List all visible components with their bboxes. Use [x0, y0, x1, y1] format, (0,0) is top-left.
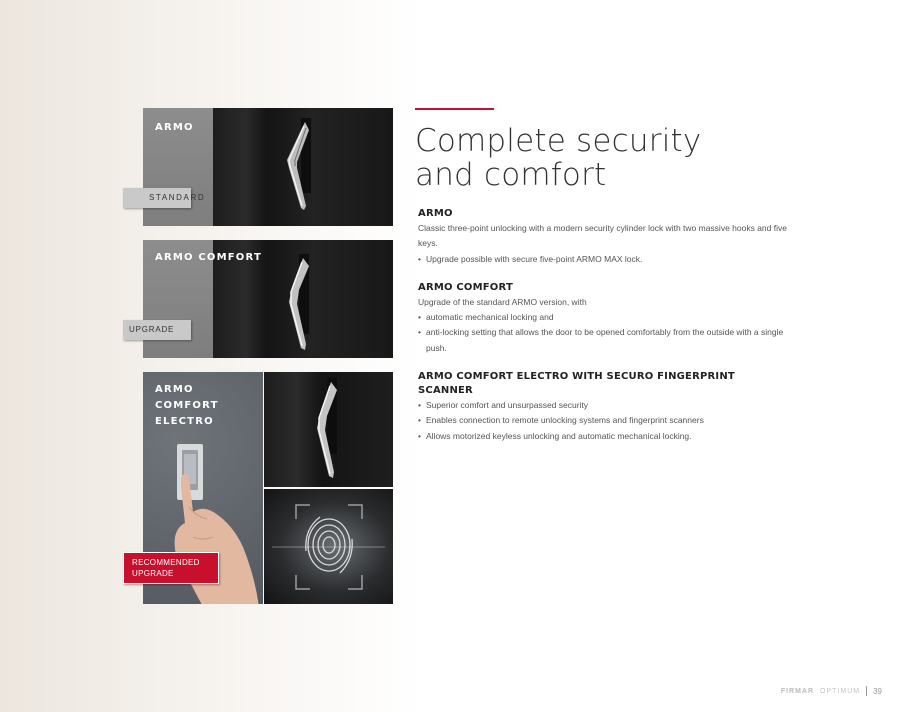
- page-title-line: and comfort: [415, 157, 607, 193]
- page-title: [415, 124, 795, 192]
- page-footer: [781, 686, 882, 696]
- bullet-item: • Upgrade possible with secure five-point ARMO MAX lock.: [418, 252, 788, 267]
- electro-label-line: ARMO: [155, 384, 194, 395]
- footer-divider: [866, 686, 867, 696]
- recommended-tag-line: RECOMMENDED: [132, 558, 200, 567]
- series-name: OPTIMUM: [820, 687, 861, 695]
- door-handle-icon: [273, 108, 333, 226]
- electro-label-line: ELECTRO: [155, 416, 214, 427]
- brand-logo: FIRMAR: [780, 687, 815, 695]
- recommended-tag-line: UPGRADE: [132, 569, 174, 578]
- section-armo-comfort-electro: [418, 370, 788, 444]
- recommended-upgrade-tag: [123, 552, 219, 584]
- section-title: ARMO COMFORT: [418, 281, 513, 293]
- fingerprint-icon: [264, 489, 393, 604]
- door-handle-icon: [303, 372, 363, 487]
- section-armo: [418, 207, 788, 267]
- section-title: ARMO: [418, 208, 453, 219]
- bullet-item: • anti-locking setting that allows the door to be opened comfortably from the outside with a single push.: [418, 325, 788, 356]
- section-paragraph: Upgrade of the standard ARMO version, with: [418, 296, 587, 307]
- feature-list: [418, 207, 788, 458]
- accent-line: [415, 108, 494, 110]
- bullet-item: • Allows motorized keyless unlocking and automatic mechanical locking.: [418, 429, 788, 444]
- armo-comfort-panel: [143, 240, 393, 358]
- bullet-item: • Superior comfort and unsurpassed security: [418, 398, 788, 413]
- door-handle-icon: [273, 240, 333, 358]
- electro-label-line: COMFORT: [155, 400, 219, 411]
- bullet-item: • automatic mechanical locking and: [418, 310, 788, 325]
- page-number: 39: [873, 686, 882, 696]
- upgrade-tag: UPGRADE: [123, 320, 191, 340]
- armo-comfort-label: ARMO COMFORT: [155, 252, 262, 263]
- bullet-item: • Enables connection to remote unlocking systems and fingerprint scanners: [418, 413, 788, 428]
- page-title-line: Complete security: [415, 123, 702, 159]
- section-armo-comfort: [418, 281, 788, 356]
- standard-tag: STANDARD: [123, 188, 191, 208]
- section-paragraph: Classic three-point unlocking with a modern security cylinder lock with two massive hooks and five keys.: [418, 223, 787, 249]
- armo-panel: [143, 108, 393, 226]
- electro-label: [155, 382, 219, 430]
- armo-label: ARMO: [155, 122, 194, 133]
- section-title: ARMO COMFORT ELECTRO WITH SECURO FINGERPRINT SCANNER: [418, 371, 735, 397]
